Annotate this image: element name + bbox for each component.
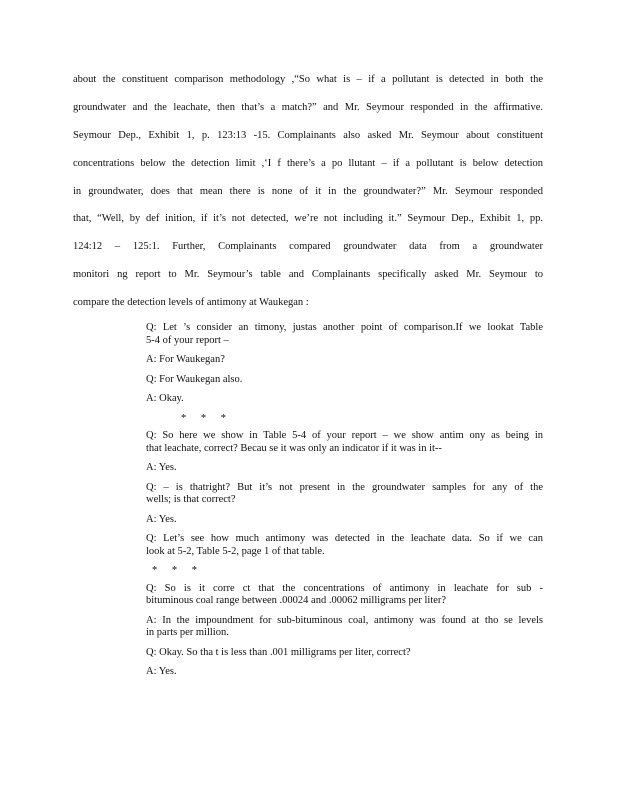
answer-line: A: In the impoundment for sub-bituminous coal, antimony was found at tho se levels (146, 614, 543, 626)
question-line: Q: So here we show in Table 5-4 of your report – we show antim ony as being in (146, 430, 543, 441)
question-line: Q: Let ’s consider an timony, justas another point of comparison.If we lookat Table (146, 322, 543, 333)
body-line: concentrations below the detection limit ,‘I f there’s a po llutant – if a pollutant is below detection (73, 157, 543, 169)
question: Q: Okay. So tha t is less than .001 milligrams per liter, correct? (146, 646, 411, 658)
question-line: bituminous coal range between .00024 and .00062 milligrams per liter? (146, 595, 447, 606)
question-line: Q: Let’s see how much antimony was detected in the leachate data. So if we can (146, 533, 543, 544)
body-line: that, “Well, by def inition, if it’s not detected, we’re not including it.” Seymour Dep., Exhibit 1, pp. (73, 213, 543, 225)
question (146, 533, 543, 558)
body-line: monitori ng report to Mr. Seymour’s table and Complainants specifically asked Mr. Seymour to (73, 269, 543, 281)
question (146, 583, 543, 608)
answer (146, 615, 543, 640)
body-line: Seymour Dep., Exhibit 1, p. 123:13 -15. Complainants also asked Mr. Seymour about constituent (73, 129, 543, 141)
question: Q: For Waukegan also. (146, 373, 243, 385)
ellipsis-stars: * * * (152, 565, 197, 576)
body-line: about the constituent comparison methodology ,“So what is – if a pollutant is detected in both the (73, 74, 543, 85)
answer: A: Yes. (146, 513, 177, 525)
answer: A: For Waukegan? (146, 354, 225, 365)
body-paragraph (73, 73, 543, 324)
question (146, 482, 543, 507)
body-line: compare the detection levels of antimony at Waukegan : (73, 297, 309, 309)
answer: A: Yes. (146, 666, 177, 677)
answer-line: in parts per million. (146, 627, 229, 638)
question-line: wells; is that correct? (146, 494, 236, 505)
question (146, 430, 543, 455)
body-line: 124:12 – 125:1. Further, Complainants compared groundwater data from a groundwater (73, 241, 543, 253)
question-line: Q: So is it corre ct that the concentrations of antimony in leachate for sub - (146, 582, 543, 594)
question-line: 5-4 of your report – (146, 334, 229, 346)
ellipsis-stars: * * * (181, 412, 226, 424)
body-line: groundwater and the leachate, then that’s a match?” and Mr. Seymour responded in the affirmative. (73, 101, 543, 113)
question-line: that leachate, correct? Becau se it was only an indicator if it was in it-- (146, 442, 442, 454)
question (146, 322, 543, 347)
deposition-excerpt (146, 322, 543, 686)
answer: A: Okay. (146, 393, 184, 404)
body-line: in groundwater, does that mean there is none of it in the groundwater?” Mr. Seymour responded (73, 185, 543, 197)
answer: A: Yes. (146, 462, 177, 473)
question-line: Q: – is thatright? But it’s not present in the groundwater samples for any of the (146, 481, 543, 493)
question-line: look at 5-2, Table 5-2, page 1 of that table. (146, 545, 325, 557)
